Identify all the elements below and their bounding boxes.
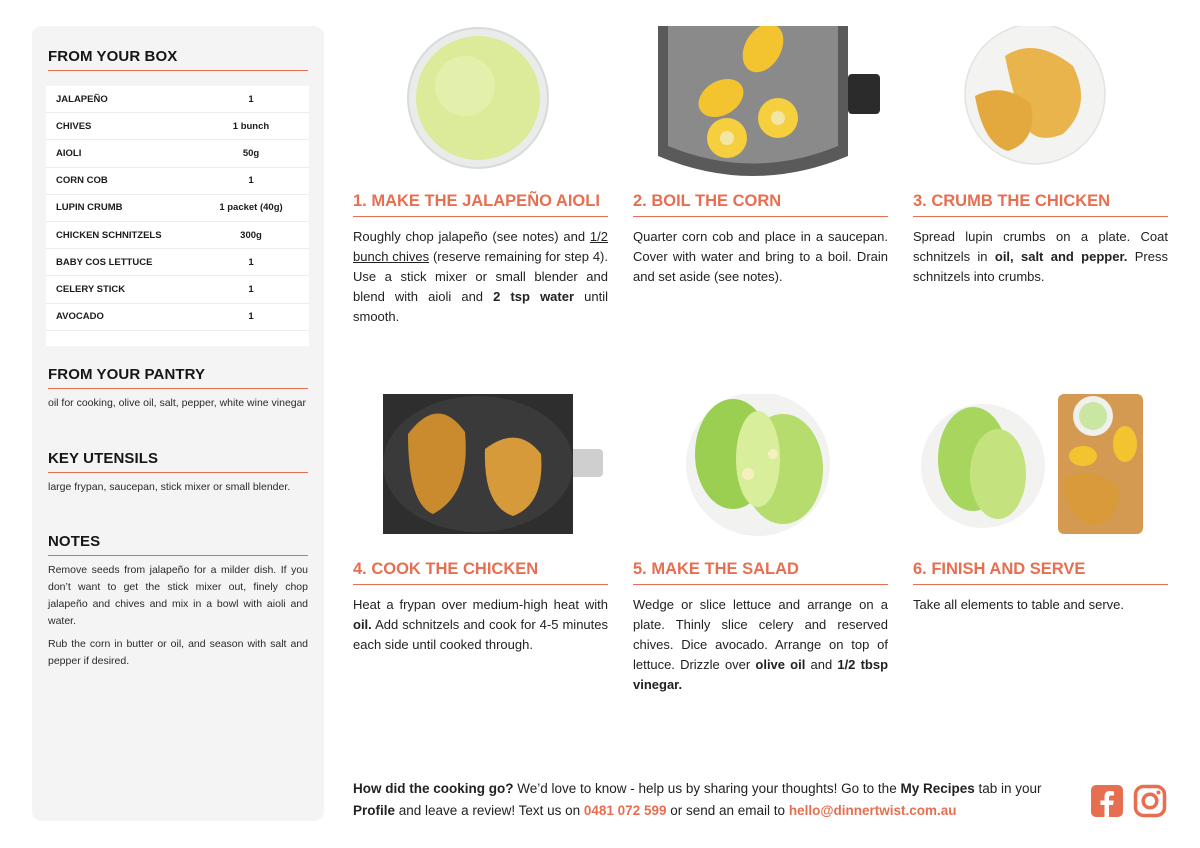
facebook-icon[interactable]: [1090, 784, 1124, 818]
table-row: [46, 168, 309, 195]
step-title: 3. CRUMB THE CHICKEN: [913, 192, 1168, 217]
step-text: Roughly chop jalapeño (see notes) and: [353, 229, 590, 244]
step-text: Wedge or slice lettuce and arrange on a plate. Thinly slice celery and reserved chives. Dice avocado. Arrange on top of lettuce. Drizzle over: [633, 597, 888, 672]
step-text-bold: oil, salt and pepper.: [994, 249, 1128, 264]
table-row: [46, 276, 309, 303]
feedback-footer: [353, 778, 1073, 821]
ingredient-name: CELERY STICK: [56, 283, 126, 295]
corn-saucepan-image: [633, 26, 888, 176]
step-text: (reserve remaining for step 4). Use a stick mixer or small blender and blend with aioli and: [353, 249, 608, 304]
step-text: Press schnitzels into crumbs.: [913, 249, 1168, 284]
step-body: [353, 227, 608, 327]
step-title: 6. FINISH AND SERVE: [913, 560, 1168, 585]
step-text: Take all elements to table and serve.: [913, 597, 1125, 612]
notes-paragraph: Remove seeds from jalapeño for a milder dish. If you don’t want to get the stick mixer out, finely chop jalapeño and chives and mix in a bowl with aioli and water.: [48, 564, 308, 627]
finished-dish-image: [913, 394, 1168, 544]
footer-text: tab in your: [974, 781, 1042, 796]
step-body: [913, 595, 1168, 615]
step-4: [353, 394, 608, 694]
step-3: [913, 26, 1168, 346]
step-title: 2. BOIL THE CORN: [633, 192, 888, 217]
footer-text: and leave a review! Text us on: [395, 802, 584, 818]
step-text-bold: oil.: [353, 617, 372, 632]
ingredient-name: CHIVES: [56, 120, 92, 132]
step-title: 1. MAKE THE JALAPEÑO AIOLI: [353, 192, 608, 217]
step-title: 5. MAKE THE SALAD: [633, 560, 888, 585]
ingredient-qty: 1: [248, 283, 254, 295]
step-body: [353, 595, 608, 655]
ingredient-qty: 50g: [242, 147, 260, 159]
step-text: until smooth.: [353, 289, 608, 324]
crumbed-chicken-image: [913, 26, 1168, 176]
step-text-bold: 1/2 tbsp vinegar.: [633, 657, 889, 692]
ingredient-name: CORN COB: [56, 175, 108, 187]
utensils-text: large frypan, saucepan, stick mixer or small blender.: [48, 481, 291, 493]
footer-text: We’d love to know - help us by sharing your thoughts! Go to the: [513, 781, 901, 796]
table-row: [46, 195, 309, 222]
ingredient-qty: 1: [248, 256, 254, 268]
step-text: Add schnitzels and cook for 4-5 minutes each side until cooked through.: [353, 617, 608, 652]
step-body: [633, 595, 888, 695]
ingredient-qty: 1: [248, 311, 254, 323]
step-2: [633, 26, 888, 346]
table-row: [46, 222, 309, 249]
salad-plate-image: [633, 394, 888, 544]
step-text: Heat a frypan over medium-high heat with: [353, 597, 608, 612]
table-row: [46, 249, 309, 276]
step-6: [913, 394, 1168, 694]
step-text: Quarter corn cob and place in a saucepan. Cover with water and bring to a boil. Drain and set aside (see notes).: [633, 229, 888, 284]
from-your-box-title: FROM YOUR BOX: [48, 48, 308, 71]
step-text: and: [805, 657, 838, 672]
from-your-pantry-title: FROM YOUR PANTRY: [48, 366, 308, 389]
notes-paragraph: Rub the corn in butter or oil, and season with salt and pepper if desired.: [48, 638, 308, 667]
phone-link[interactable]: 0481 072 599: [583, 802, 667, 818]
chicken-frypan-image: [353, 394, 608, 544]
step-body: [913, 227, 1168, 287]
step-text: Spread lupin crumbs on a plate. Coat schnitzels in: [913, 229, 1168, 264]
ingredient-qty: 1: [248, 93, 254, 105]
notes-text: [48, 562, 308, 676]
table-row: [46, 304, 309, 331]
instagram-icon[interactable]: [1133, 784, 1167, 818]
step-1: [353, 26, 608, 346]
ingredient-qty: 1: [248, 175, 254, 187]
ingredient-name: BABY COS LETTUCE: [56, 256, 153, 268]
footer-question: How did the cooking go?: [353, 781, 514, 796]
ingredient-name: AVOCADO: [56, 311, 104, 323]
step-text-bold: olive oil: [755, 657, 806, 672]
step-body: [633, 227, 888, 287]
aioli-bowl-image: [353, 26, 608, 176]
ingredient-qty: 300g: [240, 229, 262, 241]
profile-link[interactable]: Profile: [353, 802, 396, 818]
step-text-underlined: 1/2 bunch chives: [353, 229, 608, 264]
table-row: [46, 140, 309, 167]
step-title: 4. COOK THE CHICKEN: [353, 560, 608, 585]
ingredient-name: AIOLI: [56, 147, 82, 159]
table-row: [46, 86, 309, 113]
ingredient-name: LUPIN CRUMB: [56, 202, 123, 214]
pantry-text: oil for cooking, olive oil, salt, pepper, white wine vinegar: [48, 397, 306, 409]
ingredient-name: CHICKEN SCHNITZELS: [56, 229, 162, 241]
my-recipes-link[interactable]: My Recipes: [900, 781, 975, 796]
footer-text: or send an email to: [666, 802, 789, 818]
table-row: [46, 113, 309, 140]
step-text-bold: 2 tsp water: [493, 289, 575, 304]
sidebar: [32, 26, 324, 821]
email-link[interactable]: hello@dinnertwist.com.au: [788, 802, 957, 818]
ingredients-table: [46, 86, 309, 346]
ingredient-qty: 1 bunch: [232, 120, 270, 132]
step-5: [633, 394, 888, 714]
key-utensils-title: KEY UTENSILS: [48, 450, 308, 473]
notes-title: NOTES: [48, 533, 308, 556]
ingredient-name: JALAPEÑO: [56, 93, 108, 105]
ingredient-qty: 1 packet (40g): [219, 202, 283, 214]
